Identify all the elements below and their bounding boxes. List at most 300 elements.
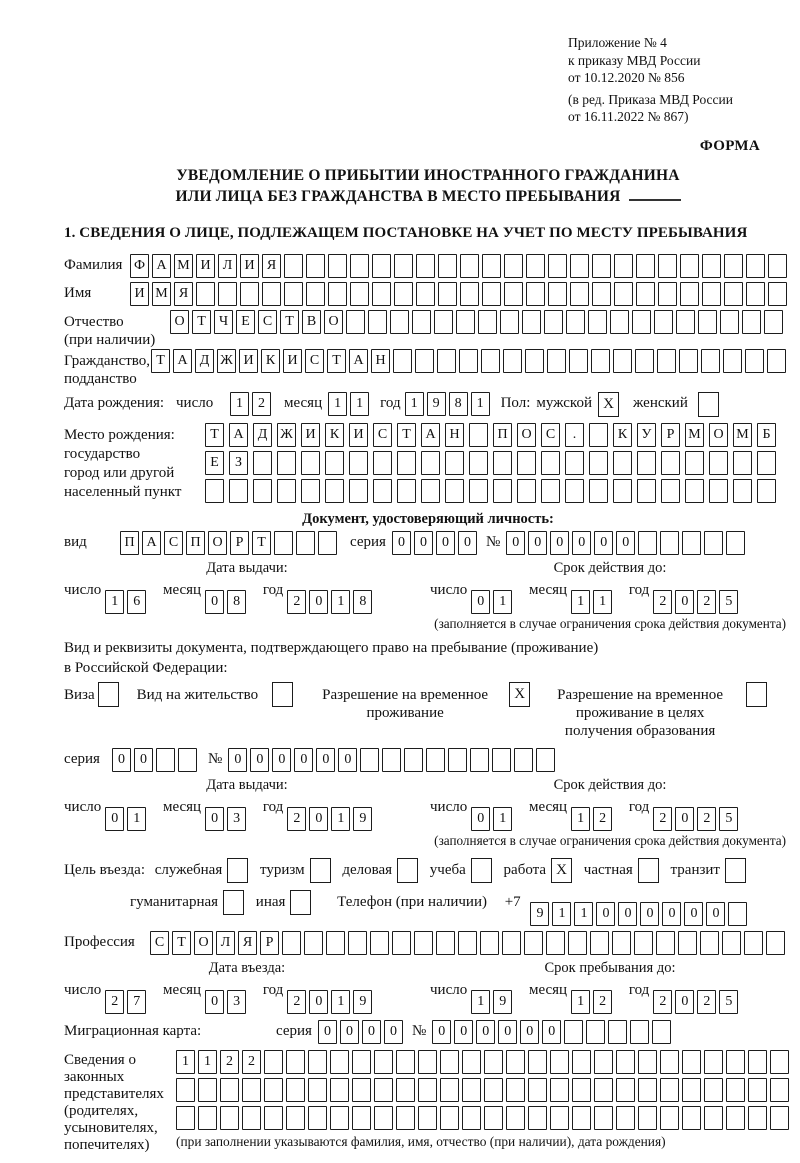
char-box[interactable]: 2 [220, 1050, 239, 1074]
char-box[interactable]: А [142, 531, 161, 555]
char-box[interactable] [421, 479, 440, 503]
char-box[interactable] [350, 254, 369, 278]
char-box[interactable] [733, 451, 752, 475]
char-box[interactable] [308, 1106, 327, 1130]
char-box[interactable] [504, 282, 523, 306]
chastnaya-checkbox[interactable] [638, 858, 659, 883]
char-box[interactable] [459, 349, 478, 373]
char-box[interactable] [438, 254, 457, 278]
char-box[interactable]: С [541, 423, 560, 447]
char-box[interactable]: Т [172, 931, 191, 955]
char-box[interactable]: Е [236, 310, 255, 334]
char-box[interactable]: 1 [571, 807, 590, 831]
char-box[interactable]: Ф [130, 254, 149, 278]
char-box[interactable]: 9 [353, 990, 372, 1014]
char-box[interactable]: Б [757, 423, 776, 447]
char-box[interactable]: 2 [653, 590, 672, 614]
char-box[interactable] [591, 349, 610, 373]
char-box[interactable] [614, 254, 633, 278]
char-box[interactable] [301, 479, 320, 503]
char-box[interactable] [613, 451, 632, 475]
char-box[interactable] [462, 1050, 481, 1074]
char-box[interactable] [482, 254, 501, 278]
char-box[interactable] [613, 349, 632, 373]
char-box[interactable] [770, 1106, 789, 1130]
char-box[interactable]: Л [216, 931, 235, 955]
char-box[interactable] [636, 254, 655, 278]
char-box[interactable] [616, 1050, 635, 1074]
char-box[interactable] [767, 349, 786, 373]
char-box[interactable] [306, 282, 325, 306]
char-box[interactable] [514, 748, 533, 772]
char-box[interactable] [330, 1050, 349, 1074]
char-box[interactable]: 1 [331, 807, 350, 831]
char-box[interactable]: 1 [471, 392, 490, 416]
char-box[interactable]: 0 [542, 1020, 561, 1044]
char-box[interactable]: 0 [675, 990, 694, 1014]
rabota-checkbox[interactable]: X [551, 858, 572, 883]
char-box[interactable]: 5 [719, 990, 738, 1014]
char-box[interactable] [589, 451, 608, 475]
turizm-checkbox[interactable] [310, 858, 331, 883]
char-box[interactable] [220, 1078, 239, 1102]
char-box[interactable]: 0 [205, 590, 224, 614]
char-box[interactable] [726, 1078, 745, 1102]
char-box[interactable] [632, 310, 651, 334]
char-box[interactable]: Н [371, 349, 390, 373]
char-box[interactable]: Т [151, 349, 170, 373]
char-box[interactable] [492, 748, 511, 772]
char-box[interactable] [722, 931, 741, 955]
char-box[interactable] [522, 310, 541, 334]
char-box[interactable]: 0 [228, 748, 247, 772]
char-box[interactable]: 2 [287, 807, 306, 831]
char-box[interactable] [374, 1050, 393, 1074]
char-box[interactable] [768, 254, 787, 278]
char-box[interactable] [242, 1078, 261, 1102]
char-box[interactable] [594, 1078, 613, 1102]
char-box[interactable] [698, 310, 717, 334]
char-box[interactable]: И [301, 423, 320, 447]
char-box[interactable]: О [208, 531, 227, 555]
char-box[interactable] [592, 282, 611, 306]
char-box[interactable] [349, 479, 368, 503]
char-box[interactable] [286, 1106, 305, 1130]
char-box[interactable] [178, 748, 197, 772]
char-box[interactable] [484, 1106, 503, 1130]
char-box[interactable] [373, 479, 392, 503]
char-box[interactable]: 1 [127, 807, 146, 831]
char-box[interactable]: Л [218, 254, 237, 278]
char-box[interactable] [493, 479, 512, 503]
char-box[interactable] [436, 931, 455, 955]
char-box[interactable] [517, 451, 536, 475]
char-box[interactable]: 0 [476, 1020, 495, 1044]
char-box[interactable]: А [229, 423, 248, 447]
char-box[interactable] [612, 931, 631, 955]
char-box[interactable] [594, 1106, 613, 1130]
char-box[interactable]: И [349, 423, 368, 447]
char-box[interactable]: Я [174, 282, 193, 306]
char-box[interactable]: 0 [640, 902, 659, 926]
char-box[interactable]: 2 [697, 807, 716, 831]
char-box[interactable] [638, 1106, 657, 1130]
char-box[interactable] [682, 1050, 701, 1074]
char-box[interactable] [418, 1106, 437, 1130]
char-box[interactable] [372, 282, 391, 306]
char-box[interactable] [661, 451, 680, 475]
char-box[interactable] [352, 1050, 371, 1074]
char-box[interactable] [528, 1106, 547, 1130]
char-box[interactable] [397, 479, 416, 503]
char-box[interactable]: 0 [112, 748, 131, 772]
char-box[interactable]: 1 [328, 392, 347, 416]
char-box[interactable]: 1 [405, 392, 424, 416]
char-box[interactable] [277, 451, 296, 475]
char-box[interactable]: Р [661, 423, 680, 447]
char-box[interactable]: 0 [471, 807, 490, 831]
char-box[interactable]: 0 [309, 590, 328, 614]
char-box[interactable]: И [130, 282, 149, 306]
char-box[interactable] [757, 451, 776, 475]
char-box[interactable] [484, 1078, 503, 1102]
char-box[interactable] [679, 349, 698, 373]
char-box[interactable]: М [152, 282, 171, 306]
char-box[interactable]: Р [260, 931, 279, 955]
char-box[interactable] [286, 1050, 305, 1074]
char-box[interactable]: 2 [653, 990, 672, 1014]
char-box[interactable]: 0 [338, 748, 357, 772]
char-box[interactable] [652, 1020, 671, 1044]
char-box[interactable] [536, 748, 555, 772]
char-box[interactable] [586, 1020, 605, 1044]
char-box[interactable] [414, 931, 433, 955]
char-box[interactable] [502, 931, 521, 955]
char-box[interactable]: К [613, 423, 632, 447]
char-box[interactable] [656, 931, 675, 955]
char-box[interactable]: 2 [593, 990, 612, 1014]
char-box[interactable]: С [150, 931, 169, 955]
char-box[interactable] [350, 282, 369, 306]
gumanitarnaya-checkbox[interactable] [223, 890, 244, 915]
char-box[interactable] [370, 931, 389, 955]
char-box[interactable] [500, 310, 519, 334]
char-box[interactable]: О [517, 423, 536, 447]
char-box[interactable] [506, 1050, 525, 1074]
char-box[interactable]: Ж [217, 349, 236, 373]
char-box[interactable] [325, 479, 344, 503]
char-box[interactable]: Т [252, 531, 271, 555]
char-box[interactable] [682, 1078, 701, 1102]
char-box[interactable] [676, 310, 695, 334]
char-box[interactable] [418, 1078, 437, 1102]
char-box[interactable] [328, 282, 347, 306]
char-box[interactable] [709, 451, 728, 475]
char-box[interactable]: 0 [309, 990, 328, 1014]
char-box[interactable] [286, 1078, 305, 1102]
char-box[interactable]: 0 [675, 807, 694, 831]
char-box[interactable] [770, 1078, 789, 1102]
char-box[interactable] [176, 1106, 195, 1130]
char-box[interactable]: 0 [250, 748, 269, 772]
char-box[interactable]: 2 [697, 590, 716, 614]
char-box[interactable] [702, 254, 721, 278]
char-box[interactable]: 3 [227, 990, 246, 1014]
char-box[interactable] [374, 1078, 393, 1102]
char-box[interactable] [220, 1106, 239, 1130]
char-box[interactable] [330, 1078, 349, 1102]
char-box[interactable]: 0 [340, 1020, 359, 1044]
char-box[interactable] [590, 931, 609, 955]
char-box[interactable] [393, 349, 412, 373]
char-box[interactable] [678, 931, 697, 955]
char-box[interactable] [568, 931, 587, 955]
char-box[interactable]: А [349, 349, 368, 373]
char-box[interactable] [458, 931, 477, 955]
char-box[interactable] [394, 282, 413, 306]
char-box[interactable]: Е [205, 451, 224, 475]
char-box[interactable] [421, 451, 440, 475]
char-box[interactable]: Д [253, 423, 272, 447]
char-box[interactable] [176, 1078, 195, 1102]
char-box[interactable]: 1 [493, 807, 512, 831]
char-box[interactable]: И [240, 254, 259, 278]
char-box[interactable]: 5 [719, 807, 738, 831]
char-box[interactable] [348, 931, 367, 955]
char-box[interactable] [724, 254, 743, 278]
char-box[interactable] [368, 310, 387, 334]
char-box[interactable]: 8 [353, 590, 372, 614]
char-box[interactable] [608, 1020, 627, 1044]
char-box[interactable]: О [324, 310, 343, 334]
char-box[interactable]: И [283, 349, 302, 373]
char-box[interactable] [589, 423, 608, 447]
char-box[interactable] [526, 254, 545, 278]
char-box[interactable] [284, 254, 303, 278]
char-box[interactable] [592, 254, 611, 278]
char-box[interactable]: 8 [449, 392, 468, 416]
char-box[interactable] [326, 931, 345, 955]
char-box[interactable] [306, 254, 325, 278]
visa-checkbox[interactable] [98, 682, 119, 707]
char-box[interactable]: 6 [127, 590, 146, 614]
char-box[interactable] [469, 423, 488, 447]
char-box[interactable] [570, 254, 589, 278]
char-box[interactable] [394, 254, 413, 278]
char-box[interactable] [610, 310, 629, 334]
char-box[interactable]: П [493, 423, 512, 447]
char-box[interactable]: 0 [272, 748, 291, 772]
char-box[interactable] [360, 748, 379, 772]
char-box[interactable]: 2 [593, 807, 612, 831]
char-box[interactable]: С [164, 531, 183, 555]
char-box[interactable] [462, 1106, 481, 1130]
char-box[interactable] [284, 282, 303, 306]
char-box[interactable]: 0 [458, 531, 477, 555]
char-box[interactable] [426, 748, 445, 772]
char-box[interactable] [416, 254, 435, 278]
char-box[interactable]: О [194, 931, 213, 955]
char-box[interactable] [482, 282, 501, 306]
char-box[interactable]: 0 [572, 531, 591, 555]
char-box[interactable] [264, 1106, 283, 1130]
char-box[interactable] [396, 1050, 415, 1074]
char-box[interactable] [638, 531, 657, 555]
char-box[interactable] [614, 282, 633, 306]
char-box[interactable] [526, 282, 545, 306]
char-box[interactable] [635, 349, 654, 373]
char-box[interactable] [448, 748, 467, 772]
char-box[interactable]: 0 [205, 807, 224, 831]
char-box[interactable] [726, 531, 745, 555]
char-box[interactable] [349, 451, 368, 475]
char-box[interactable]: 1 [331, 590, 350, 614]
char-box[interactable]: 3 [227, 807, 246, 831]
char-box[interactable] [205, 479, 224, 503]
char-box[interactable] [330, 1106, 349, 1130]
char-box[interactable] [318, 531, 337, 555]
char-box[interactable] [478, 310, 497, 334]
char-box[interactable] [325, 451, 344, 475]
char-box[interactable] [744, 931, 763, 955]
char-box[interactable] [637, 451, 656, 475]
char-box[interactable] [661, 479, 680, 503]
char-box[interactable] [569, 349, 588, 373]
char-box[interactable] [396, 1078, 415, 1102]
char-box[interactable] [660, 1050, 679, 1074]
char-box[interactable] [373, 451, 392, 475]
temp-residence-education-checkbox[interactable] [746, 682, 767, 707]
char-box[interactable] [658, 282, 677, 306]
char-box[interactable]: А [152, 254, 171, 278]
char-box[interactable]: С [258, 310, 277, 334]
char-box[interactable] [218, 282, 237, 306]
char-box[interactable]: Я [238, 931, 257, 955]
char-box[interactable] [685, 451, 704, 475]
char-box[interactable]: 0 [520, 1020, 539, 1044]
char-box[interactable] [572, 1106, 591, 1130]
char-box[interactable] [469, 479, 488, 503]
char-box[interactable] [304, 931, 323, 955]
char-box[interactable]: Я [262, 254, 281, 278]
male-checkbox[interactable]: X [598, 392, 619, 417]
char-box[interactable] [660, 1106, 679, 1130]
char-box[interactable] [460, 282, 479, 306]
char-box[interactable]: 1 [230, 392, 249, 416]
char-box[interactable]: 7 [127, 990, 146, 1014]
char-box[interactable] [382, 748, 401, 772]
char-box[interactable] [460, 254, 479, 278]
char-box[interactable]: М [733, 423, 752, 447]
char-box[interactable] [588, 310, 607, 334]
char-box[interactable]: 0 [596, 902, 615, 926]
char-box[interactable] [484, 1050, 503, 1074]
char-box[interactable] [242, 1106, 261, 1130]
char-box[interactable] [637, 479, 656, 503]
char-box[interactable] [434, 310, 453, 334]
char-box[interactable] [658, 254, 677, 278]
char-box[interactable]: Р [230, 531, 249, 555]
char-box[interactable] [660, 531, 679, 555]
char-box[interactable] [544, 310, 563, 334]
char-box[interactable]: Ж [277, 423, 296, 447]
char-box[interactable]: 2 [287, 590, 306, 614]
char-box[interactable] [240, 282, 259, 306]
char-box[interactable] [156, 748, 175, 772]
char-box[interactable]: 1 [571, 590, 590, 614]
char-box[interactable] [541, 479, 560, 503]
char-box[interactable] [346, 310, 365, 334]
char-box[interactable] [682, 531, 701, 555]
char-box[interactable] [264, 1050, 283, 1074]
char-box[interactable] [638, 1050, 657, 1074]
char-box[interactable] [404, 748, 423, 772]
char-box[interactable] [570, 282, 589, 306]
char-box[interactable] [264, 1078, 283, 1102]
char-box[interactable] [415, 349, 434, 373]
char-box[interactable] [613, 479, 632, 503]
char-box[interactable]: 1 [471, 990, 490, 1014]
char-box[interactable]: 0 [134, 748, 153, 772]
char-box[interactable] [397, 451, 416, 475]
char-box[interactable] [701, 349, 720, 373]
char-box[interactable]: И [196, 254, 215, 278]
char-box[interactable] [546, 931, 565, 955]
char-box[interactable]: 0 [309, 807, 328, 831]
char-box[interactable] [709, 479, 728, 503]
char-box[interactable]: 0 [454, 1020, 473, 1044]
char-box[interactable]: Т [327, 349, 346, 373]
char-box[interactable]: 9 [353, 807, 372, 831]
char-box[interactable] [726, 1106, 745, 1130]
char-box[interactable] [440, 1050, 459, 1074]
char-box[interactable]: 2 [242, 1050, 261, 1074]
char-box[interactable] [704, 1106, 723, 1130]
char-box[interactable] [282, 931, 301, 955]
char-box[interactable]: 1 [593, 590, 612, 614]
char-box[interactable] [274, 531, 293, 555]
char-box[interactable]: 0 [662, 902, 681, 926]
char-box[interactable] [445, 451, 464, 475]
char-box[interactable] [764, 310, 783, 334]
char-box[interactable]: 0 [506, 531, 525, 555]
char-box[interactable]: 8 [227, 590, 246, 614]
char-box[interactable]: 2 [653, 807, 672, 831]
char-box[interactable] [392, 931, 411, 955]
char-box[interactable] [748, 1050, 767, 1074]
char-box[interactable] [198, 1106, 217, 1130]
char-box[interactable]: О [170, 310, 189, 334]
char-box[interactable] [480, 931, 499, 955]
char-box[interactable]: Д [195, 349, 214, 373]
char-box[interactable]: 1 [552, 902, 571, 926]
char-box[interactable] [700, 931, 719, 955]
char-box[interactable] [745, 349, 764, 373]
char-box[interactable]: П [186, 531, 205, 555]
char-box[interactable] [229, 479, 248, 503]
char-box[interactable] [704, 1078, 723, 1102]
char-box[interactable] [253, 451, 272, 475]
char-box[interactable]: 0 [205, 990, 224, 1014]
char-box[interactable]: 0 [316, 748, 335, 772]
char-box[interactable]: 0 [384, 1020, 403, 1044]
inaya-checkbox[interactable] [290, 890, 311, 915]
char-box[interactable] [456, 310, 475, 334]
char-box[interactable] [525, 349, 544, 373]
char-box[interactable] [548, 254, 567, 278]
char-box[interactable] [685, 479, 704, 503]
char-box[interactable] [541, 451, 560, 475]
